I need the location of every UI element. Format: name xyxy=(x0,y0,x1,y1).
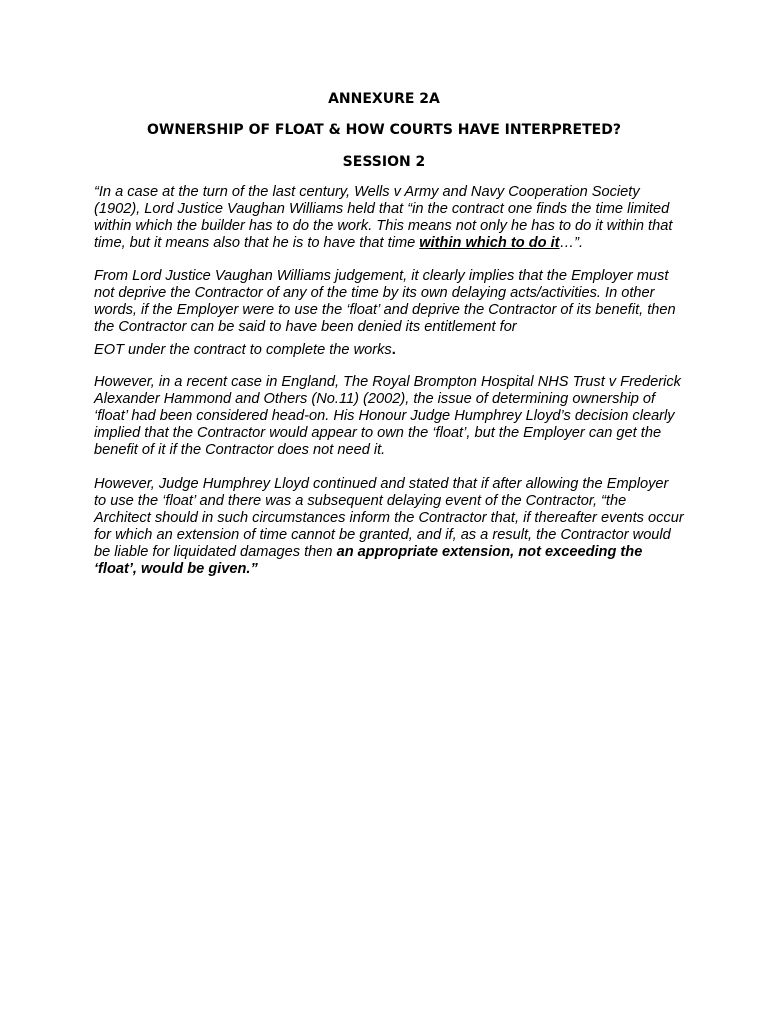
paragraph-wells-case-ending: …”. xyxy=(559,235,584,251)
annexure-title: ANNEXURE 2A xyxy=(328,91,440,107)
paragraph-humphrey-lloyd xyxy=(94,476,684,578)
paragraph-judgement-end-mark: . xyxy=(391,342,396,358)
main-title: OWNERSHIP OF FLOAT & HOW COURTS HAVE INTERPRETED? xyxy=(147,122,621,138)
paragraph-judgement-continuation xyxy=(94,342,684,359)
paragraph-royal-brompton-case: However, in a recent case in England, The Royal Brompton Hospital NHS Trust v Frederick Alexander Hammond and Others (No.11) (2002), the issue of determining ownership of ‘float’ had been considered head-on. His Honour Judge Humphrey Lloyd’s decision clearly implied that the Contractor would appear to own the ‘float’, but the Employer can get the benefit of it if the Contractor does not need it. xyxy=(94,374,681,458)
paragraph-wells-case xyxy=(94,184,684,252)
paragraph-judgement-implication: From Lord Justice Vaughan Williams judgement, it clearly implies that the Employer must not deprive the Contractor of any of the time by its own delaying acts/activities. In other words, if the Employer were to use the ‘float’ and deprive the Contractor of its benefit, then the Contractor can be said to have been denied its entitlement for xyxy=(94,268,676,335)
paragraph-humphrey-lloyd-emphasis: an appropriate extension, not exceeding the ‘float’, would be given.” xyxy=(94,544,643,577)
session-title: SESSION 2 xyxy=(342,154,426,170)
paragraph-humphrey-lloyd-text: However, Judge Humphrey Lloyd continued and stated that if after allowing the Employer to use the ‘float’ and there was a subsequent delaying event of the Contractor, “the Architect should in such circumstances inform the Contractor that, if thereafter events occur for which an extension of time cannot be granted, and if, as a result, the Contractor would be liable for liquidated damages then xyxy=(94,476,684,560)
paragraph-judgement-continuation-text: EOT under the contract to complete the works xyxy=(94,342,392,358)
paragraph-wells-case-text: “In a case at the turn of the last century, Wells v Army and Navy Cooperation Society (1902), Lord Justice Vaughan Williams held that “in the contract one finds the time limited within which the builder has to do the work. This means not only he has to do it within that time, but it means also that he is to have that time xyxy=(94,184,673,251)
paragraph-wells-case-emphasis: within which to do it xyxy=(419,235,560,251)
